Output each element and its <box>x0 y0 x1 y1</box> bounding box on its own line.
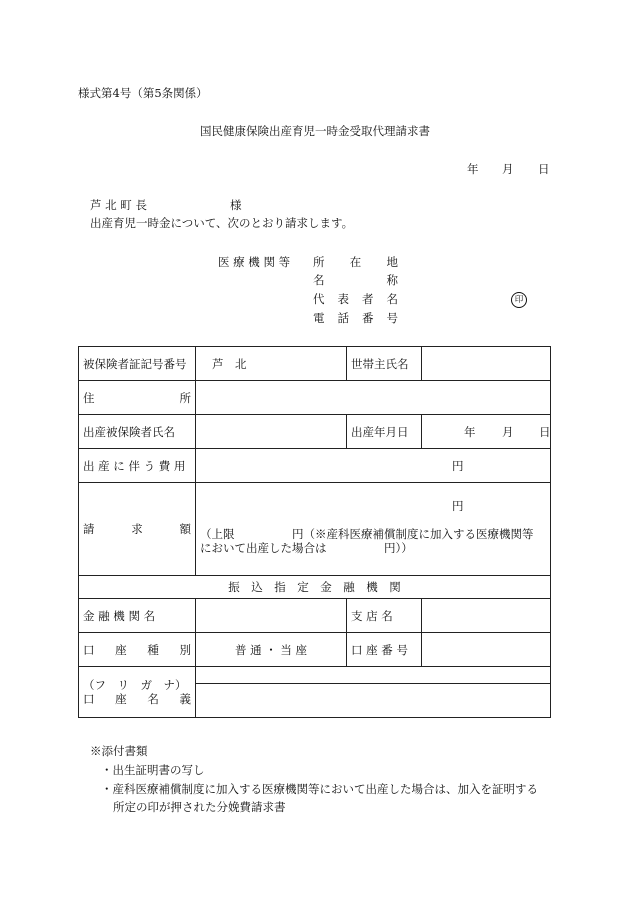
branch-label: 支 店 名 <box>347 599 422 633</box>
table-row <box>79 415 551 449</box>
institution-field-representative: 代 表 者 名 <box>313 292 398 306</box>
holder-char-1: 口 <box>83 692 95 706</box>
account-type-char-2: 座 <box>115 642 127 657</box>
bank-name-field[interactable] <box>196 599 347 633</box>
institution-field-phone: 電 話 番 号 <box>313 311 398 325</box>
account-holder-label <box>79 667 196 718</box>
account-holder-name-field[interactable] <box>196 684 551 718</box>
intro-text: 出産育児一時金について、次のとおり請求します。 <box>90 216 354 230</box>
cost-yen: 円 <box>452 458 464 473</box>
account-type-char-1: 口 <box>83 642 95 657</box>
insured-name-field[interactable] <box>196 415 347 449</box>
bank-section-title: 振 込 指 定 金 融 機 関 <box>79 576 551 599</box>
addressee-name: 芦 北 町 長 <box>90 198 147 212</box>
date-month: 月 <box>502 162 514 176</box>
insurance-number-field[interactable]: 芦 北 <box>196 347 347 381</box>
holder-char-4: 義 <box>179 692 191 706</box>
householder-name-label: 世帯主氏名 <box>347 347 422 381</box>
date-day: 日 <box>538 162 550 176</box>
table-row <box>79 449 551 483</box>
table-row <box>79 576 551 599</box>
account-number-label: 口 座 番 号 <box>347 633 422 667</box>
branch-field[interactable] <box>422 599 551 633</box>
addressee-honorific: 様 <box>230 198 242 212</box>
claim-yen: 円 <box>452 499 464 513</box>
account-type-char-3: 種 <box>147 642 159 657</box>
claim-amount-field[interactable] <box>196 483 551 576</box>
householder-name-field[interactable] <box>422 347 551 381</box>
name-char-2: 称 <box>386 273 398 287</box>
attachment-item: ・産科医療補償制度に加入する医療機関等において出産した場合は、加入を証明する <box>101 782 538 796</box>
claim-label-char-2: 求 <box>131 522 143 536</box>
table-row <box>79 483 551 576</box>
furigana-label: （フ リ ガ ナ） <box>83 678 187 692</box>
account-type-options[interactable]: 普 通 ・ 当 座 <box>196 633 347 667</box>
claim-label-char-3: 額 <box>179 522 191 536</box>
bank-name-label: 金 融 機 関 名 <box>79 599 196 633</box>
table-row <box>79 347 551 381</box>
insured-name-label: 出産被保険者氏名 <box>79 415 196 449</box>
name-char-1: 名 <box>313 273 325 287</box>
insurance-number-label: 被保険者証記号番号 <box>79 347 196 381</box>
account-holder-furigana-field[interactable] <box>196 667 551 684</box>
attachment-item: ・出生証明書の写し <box>101 763 205 777</box>
institution-field-location: 所 在 地 <box>313 255 398 269</box>
birth-date-label: 出産年月日 <box>347 415 422 449</box>
application-table <box>78 346 551 718</box>
holder-char-2: 座 <box>115 692 127 706</box>
birth-date-field[interactable] <box>422 415 551 449</box>
seal-mark: 印 <box>511 292 527 308</box>
address-label <box>79 381 196 415</box>
institution-heading: 医 療 機 関 等 <box>218 255 291 269</box>
birth-year: 年 <box>464 425 476 439</box>
account-type-char-4: 別 <box>179 642 191 657</box>
claim-label-char-1: 請 <box>83 522 95 536</box>
address-label-char-1: 住 <box>83 390 95 405</box>
birth-month: 月 <box>502 425 514 439</box>
attachments-heading: ※添付書類 <box>90 744 148 758</box>
table-row <box>79 381 551 415</box>
cost-field[interactable] <box>196 449 551 483</box>
institution-field-name <box>313 273 398 287</box>
holder-char-3: 名 <box>147 692 159 706</box>
claim-limit-line-2: において出産した場合は 円）） <box>200 541 413 555</box>
cost-label: 出 産 に 伴 う 費 用 <box>79 449 196 483</box>
claim-limit-line-1: （上限 円（※産科医療補償制度に加入する医療機関等 <box>200 527 534 541</box>
table-row <box>79 667 551 684</box>
claim-amount-label <box>79 483 196 576</box>
account-type-label <box>79 633 196 667</box>
account-number-field[interactable] <box>422 633 551 667</box>
date-year: 年 <box>467 162 479 176</box>
birth-day: 日 <box>539 425 551 439</box>
table-row <box>79 633 551 667</box>
table-row <box>79 599 551 633</box>
form-number: 様式第4号（第5条関係） <box>78 86 208 100</box>
attachment-item: 所定の印が押された分娩費請求書 <box>113 800 286 814</box>
address-field[interactable] <box>196 381 551 415</box>
address-label-char-2: 所 <box>179 390 191 405</box>
form-title: 国民健康保険出産育児一時金受取代理請求書 <box>200 124 430 138</box>
